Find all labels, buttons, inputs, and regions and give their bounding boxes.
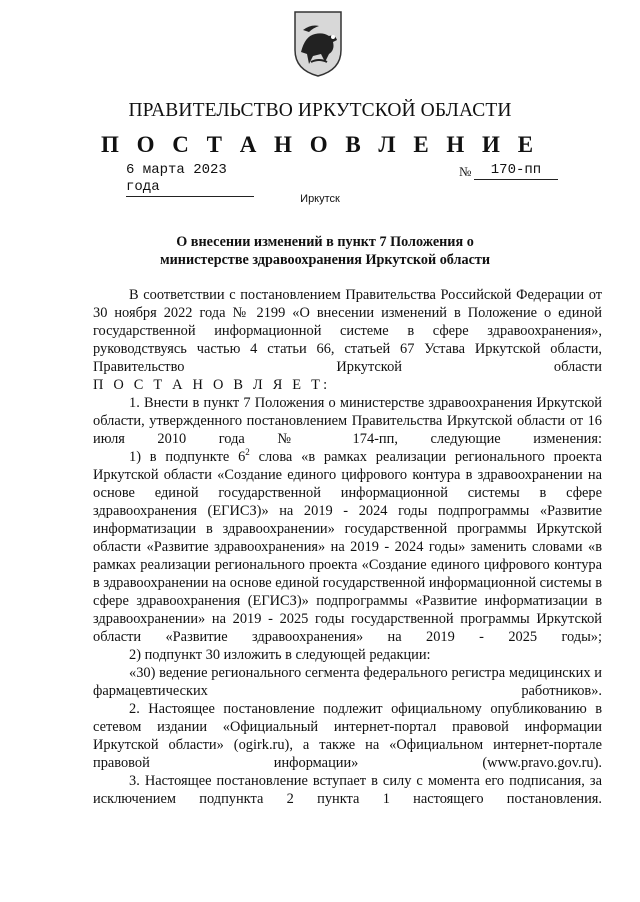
government-name: ПРАВИТЕЛЬСТВО ИРКУТСКОЙ ОБЛАСТИ (128, 100, 512, 121)
item-3: 3. Настоящее постановление вступает в силу с момента его подписания, за исключением подпункта 2 пункта 1 настоящего постановления. (93, 773, 602, 807)
subitem-1 (93, 448, 602, 646)
subitem-2: 2) подпункт 30 изложить в следующей редакции: (129, 647, 431, 663)
city: Иркутск (300, 193, 340, 205)
decree-body (93, 286, 602, 808)
preamble: В соответствии с постановлением Правительства Российской Федерации от 30 ноября 2022 года № 2199 «О внесении изменений в Положение о единой государственной информационной системе в сфере здравоохранения», руководствуясь частью 4 статьи 66, статьей 67 Устава Иркутской области, Правительство Иркутской области (93, 287, 602, 375)
number-sign: № (459, 164, 472, 179)
subitem-2-text: «30) ведение регионального сегмента федерального регистра медицинских и фармацевтических работников». (93, 665, 602, 699)
item-2: 2. Настоящее постановление подлежит официальному опубликованию в сетевом издании «Официальный интернет-портал правовой информации Иркутской области» (ogirk.ru), а также на «Официальном интернет-портале правовой информации» (www.pravo.gov.ru). (93, 701, 602, 771)
subitem-1-sup: 2 (245, 447, 250, 458)
decree-title: О внесении изменений в пункт 7 Положения о министерстве здравоохранения Иркутской области (159, 234, 491, 268)
doc-type-title: П О С Т А Н О В Л Е Н И Е (100, 132, 540, 157)
doc-number: 170-пп (474, 162, 558, 180)
subitem-1-rest: слова «в рамках реализации регионального проекта Иркутской области «Создание единого цифрового контура в здравоохранении на основе единой государственной информационной системы в сфере здравоохранения (ЕГИСЗ)» на 2019 - 2024 годы подпрограммы «Развитие информатизации в здравоохранении» государственной программы Иркутской области «Развитие здравоохранения» на 2019 - 2024 годы» заменить словами «в рамках реализации регионального проекта «Создание единого цифрового контура в здравоохранении на основе единой государственной информационной системы в сфере здравоохранения (ЕГИСЗ)» подпрограммы «Развитие информатизации в здравоохранении» на 2019 - 2025 годы государственной программы Иркутской области «Развитие здравоохранения» на 2019 - 2025 годы»; (93, 449, 602, 645)
doc-date: 6 марта 2023 года (126, 162, 254, 197)
decree-word: П О С Т А Н О В Л Я Е Т: (93, 377, 331, 393)
item-1: 1. Внести в пункт 7 Положения о министерстве здравоохранения Иркутской области, утвержденного постановлением Правительства Иркутской области от 16 июля 2010 года № 174-пп, следующие изменения: (93, 395, 602, 447)
coat-of-arms-icon (291, 10, 345, 78)
subitem-1-start: 1) в подпункте 6 (129, 449, 246, 465)
